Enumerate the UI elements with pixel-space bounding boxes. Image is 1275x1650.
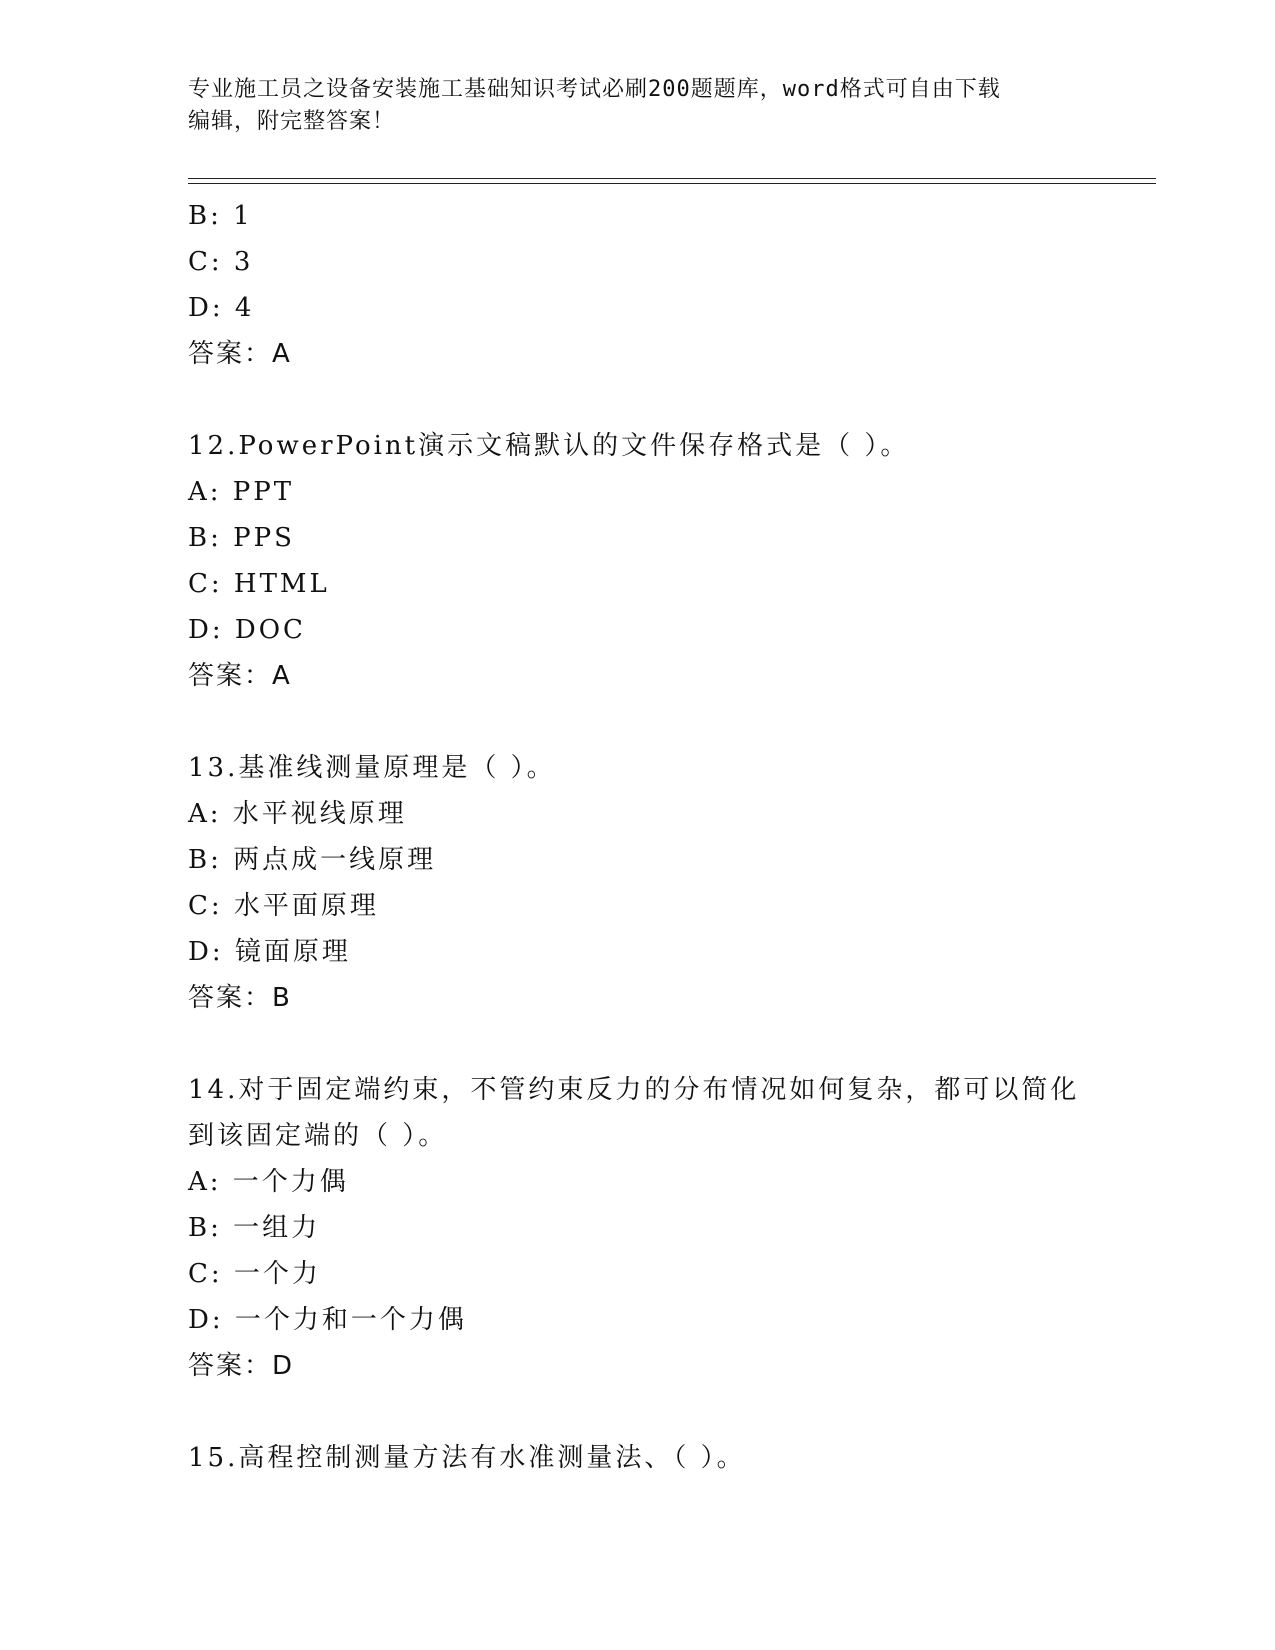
option-c: C: 水平面原理 [188,891,379,921]
header-divider-top [188,178,1156,179]
option-d: D: 一个力和一个力偶 [188,1305,467,1335]
answer-line: 答案：A [188,661,292,691]
option-b: B: PPS [188,523,295,553]
question-title-line-1: 14.对于固定端约束，不管约束反力的分布情况如何复杂，都可以简化 [188,1075,1080,1105]
option-d: D: 镜面原理 [188,937,351,967]
option-a: A: PPT [188,477,295,507]
spacer [188,699,1088,745]
question-13 [188,745,1088,1021]
option-d: D: 4 [188,293,255,323]
question-15 [188,1435,1088,1481]
answer-line: 答案：D [188,1351,295,1381]
question-title: 12.PowerPoint演示文稿默认的文件保存格式是（ ）。 [188,431,910,461]
option-c: C: HTML [188,569,330,599]
question-title: 13.基准线测量原理是（ ）。 [188,753,556,783]
option-b: B: 1 [188,201,253,231]
document-header [188,74,1088,138]
answer-line: 答案：B [188,983,292,1013]
option-c: C: 3 [188,247,254,277]
question-list [188,193,1088,1481]
header-title-line-2: 编辑，附完整答案！ [188,109,396,134]
option-c: C: 一个力 [188,1259,321,1289]
header-title-line-1: 专业施工员之设备安装施工基础知识考试必刷200题题库，word格式可自由下载 [188,77,1001,102]
question-12 [188,423,1088,699]
question-11-continued [188,193,1088,377]
option-b: B: 两点成一线原理 [188,845,437,875]
header-divider-bottom [188,183,1156,184]
spacer [188,1389,1088,1435]
question-14 [188,1067,1088,1389]
question-title-line-2: 到该固定端的（ ）。 [188,1121,448,1151]
question-title: 15.高程控制测量方法有水准测量法、（ ）。 [188,1443,746,1473]
option-b: B: 一组力 [188,1213,321,1243]
answer-line: 答案：A [188,339,292,369]
option-a: A: 一个力偶 [188,1167,349,1197]
spacer [188,377,1088,423]
option-a: A: 水平视线原理 [188,799,407,829]
spacer [188,1021,1088,1067]
option-d: D: DOC [188,615,306,645]
